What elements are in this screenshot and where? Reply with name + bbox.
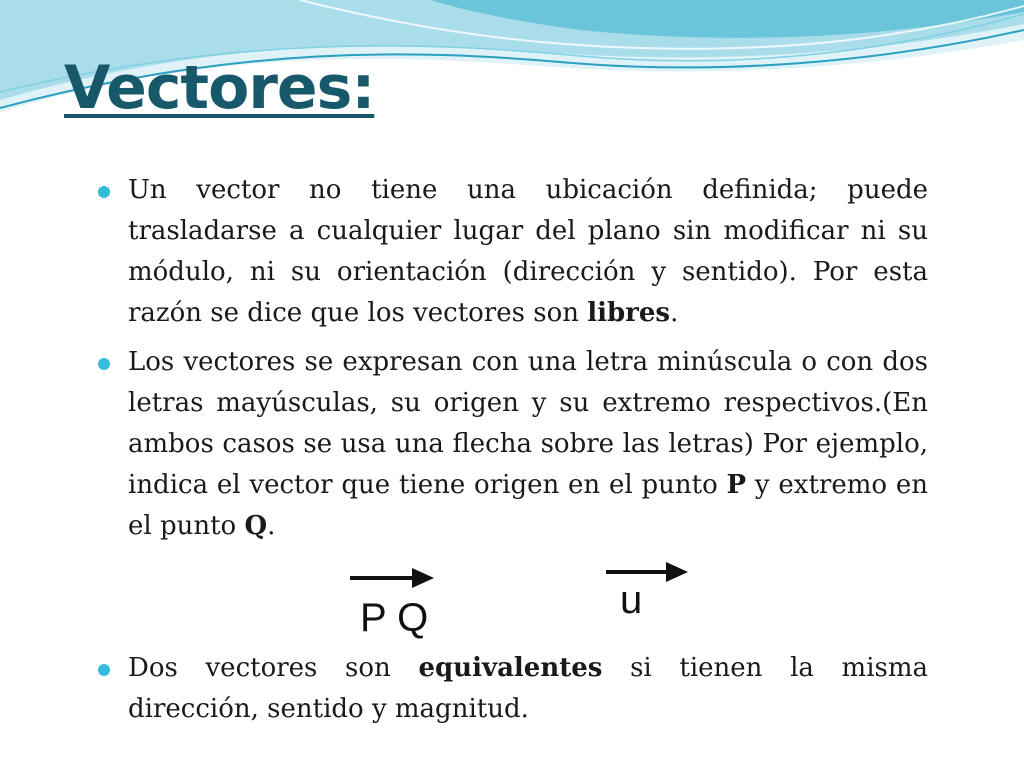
vector-pq-label: P Q <box>360 596 429 640</box>
bullet-1-text: Un vector no tiene una ubicación definida; puede trasladarse a cualquier lugar del plano sin modificar ni su módulo, ni su orientación (dirección y sentido). Por esta razón se dice que los vectores son <box>128 175 928 328</box>
right-arrow-icon <box>606 570 684 574</box>
vector-u-label: u <box>620 578 643 622</box>
bullet-dot-icon <box>98 358 110 370</box>
vector-notation-figures <box>346 550 716 642</box>
bullet-1-bold: libres <box>587 298 671 328</box>
bullet-2-bold-q: Q <box>244 511 268 541</box>
bullet-dot-icon <box>98 186 110 198</box>
bullet-list <box>96 170 928 547</box>
list-item <box>96 342 928 547</box>
vector-pq-figure <box>346 560 454 642</box>
vector-u-figure <box>598 550 710 642</box>
bullet-2-text: Los vectores se expresan con una letra minúscula o con dos letras mayúsculas, su origen y su extremo respectivos.(En ambos casos se usa una flecha sobre las letras) Por ejemplo, indica el vector que tiene origen en el punto <box>128 347 928 500</box>
bullet-2-middle: y extremo en el punto <box>128 470 928 541</box>
list-item <box>96 648 928 730</box>
right-arrow-icon <box>350 576 430 580</box>
bullet-list-continued <box>96 648 928 730</box>
page-title: Vectores: <box>64 53 375 123</box>
bullet-3-end: si tienen la misma dirección, sentido y magnitud. <box>128 653 929 724</box>
bullet-2-bold-p: P <box>726 470 747 500</box>
bullet-3-text: Dos vectores son <box>128 653 419 683</box>
list-item <box>96 170 928 334</box>
bullet-1-end: . <box>670 298 679 328</box>
bullet-dot-icon <box>98 664 110 676</box>
bullet-3-bold: equivalentes <box>418 653 603 683</box>
bullet-2-end: . <box>267 511 276 541</box>
